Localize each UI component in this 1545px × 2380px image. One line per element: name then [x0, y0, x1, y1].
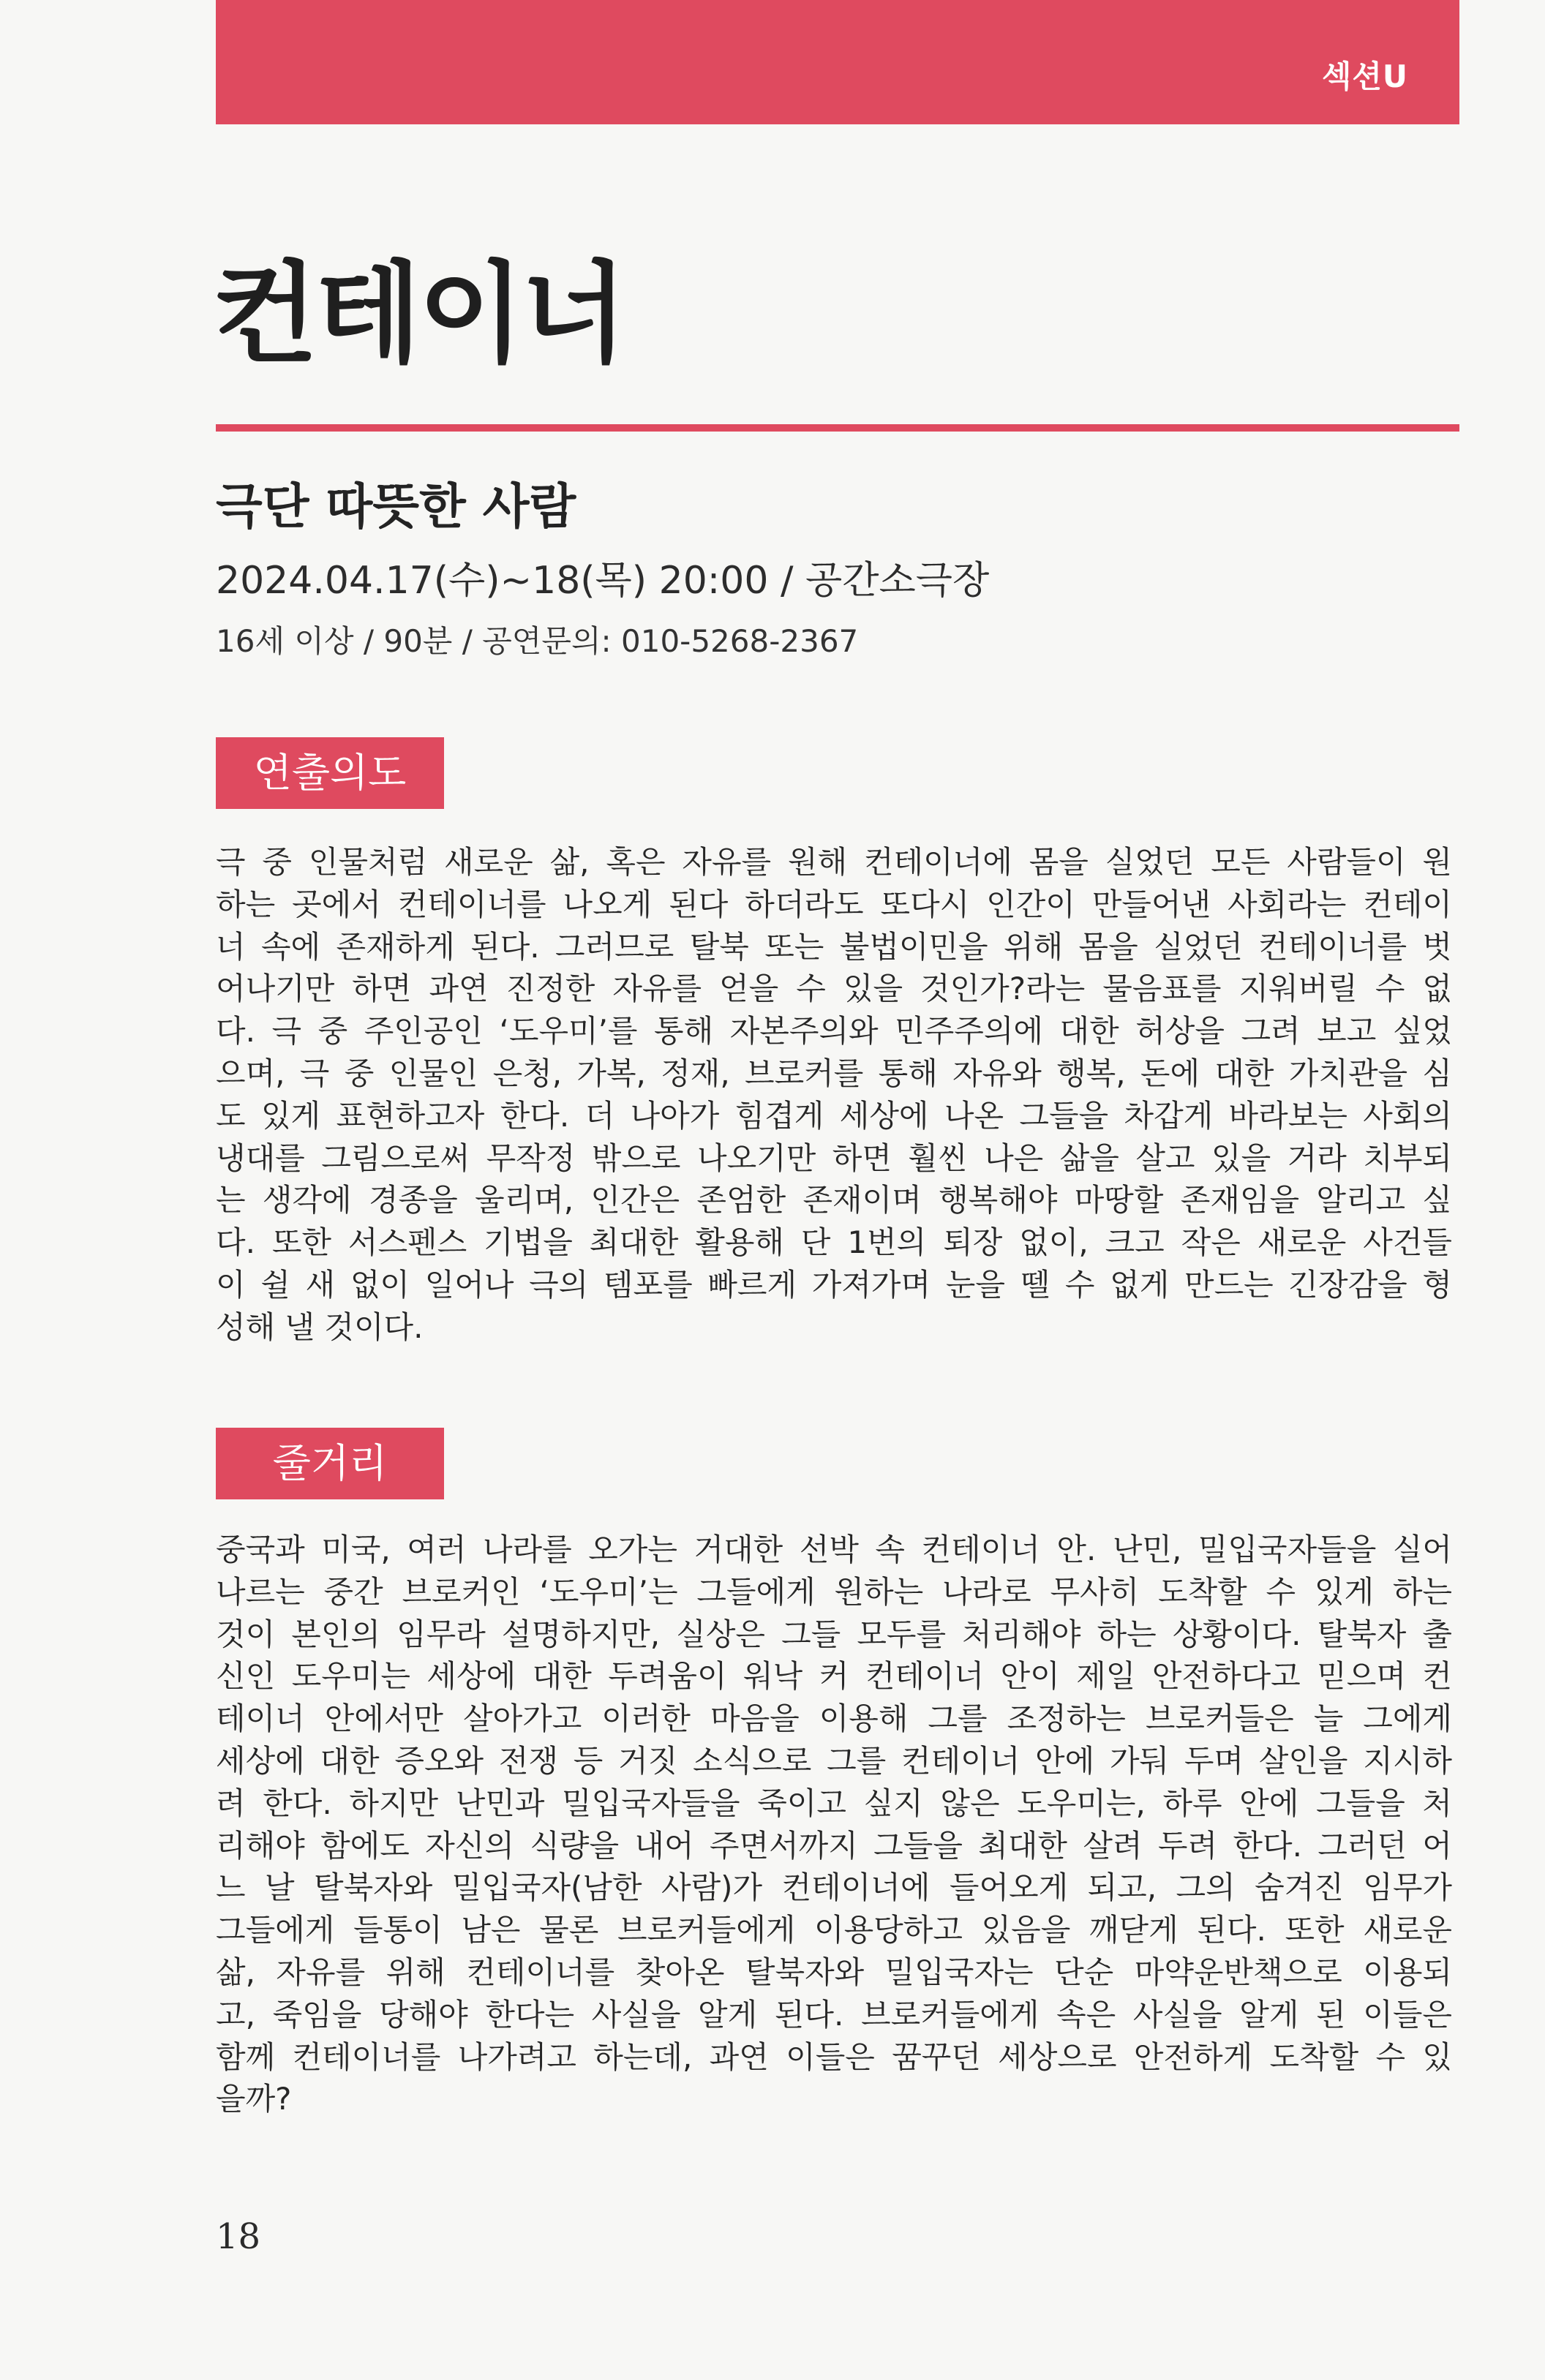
intent-line: 너 속에 존재하게 된다. 그러므로 탈북 또는 불법이민을 위해 몸을 실었던 컨테이너를 벗	[216, 928, 1452, 965]
intent-line: 다. 또한 서스펜스 기법을 최대한 활용해 단 1번의 퇴장 없이, 크고 작은 새로운 사건들	[216, 1224, 1452, 1261]
synopsis-line: 테이너 안에서만 살아가고 이러한 마음을 이용해 그를 조정하는 브로커들은 늘 그에게	[216, 1701, 1452, 1737]
title-divider	[216, 424, 1459, 432]
performance-schedule: 2024.04.17(수)~18(목) 20:00 / 공간소극장	[216, 559, 990, 603]
intent-line: 으며, 극 중 인물인 은청, 가복, 정재, 브로커를 통해 자유와 행복, 돈에 대한 가치관을 심	[216, 1055, 1452, 1091]
intent-line: 하는 곳에서 컨테이너를 나오게 된다 하더라도 또다시 인간이 만들어낸 사회라는 컨테이	[216, 886, 1452, 922]
synopsis-line: 리해야 함에도 자신의 식량을 내어 주면서까지 그들을 최대한 살려 두려 한다. 그러던 어	[216, 1827, 1452, 1864]
synopsis-line: 세상에 대한 증오와 전쟁 등 거짓 소식으로 그를 컨테이너 안에 가둬 두며 살인을 지시하	[216, 1742, 1452, 1779]
synopsis-line: 신인 도우미는 세상에 대한 두려움이 워낙 커 컨테이너 안이 제일 안전하다고 믿으며 컨	[216, 1658, 1452, 1695]
synopsis-line: 나르는 중간 브로커인 ‘도우미’는 그들에게 원하는 나라로 무사히 도착할 수 있게 하는	[216, 1573, 1452, 1610]
intent-line: 극 중 인물처럼 새로운 삶, 혹은 자유를 원해 컨테이너에 몸을 실었던 모든 사람들이 원	[216, 844, 1452, 880]
header-band	[216, 0, 1459, 124]
synopsis-line: 삶, 자유를 위해 컨테이너를 찾아온 탈북자와 밀입국자는 단순 마약운반책으로 이용되	[216, 1954, 1452, 1990]
synopsis-line: 그들에게 들통이 남은 물론 브로커들에게 이용당하고 있음을 깨닫게 된다. 또한 새로운	[216, 1912, 1452, 1948]
synopsis-line: 중국과 미국, 여러 나라를 오가는 거대한 선박 속 컨테이너 안. 난민, 밀입국자들을 실어	[216, 1532, 1452, 1567]
section-tag: 섹션U	[1321, 59, 1408, 94]
synopsis-line: 을까?	[216, 2081, 292, 2117]
director-intent-heading: 연출의도	[216, 737, 444, 809]
intent-line: 이 쉴 새 없이 일어나 극의 템포를 빠르게 가져가며 눈을 뗄 수 없게 만드는 긴장감을 형	[216, 1266, 1452, 1303]
synopsis-heading: 줄거리	[216, 1428, 444, 1499]
synopsis-line: 고, 죽임을 당해야 한다는 사실을 알게 된다. 브로커들에게 속은 사실을 알게 된 이들은	[216, 1996, 1452, 2033]
intent-line: 냉대를 그림으로써 무작정 밖으로 나오기만 하면 훨씬 나은 삶을 살고 있을 거라 치부되	[216, 1140, 1452, 1176]
intent-line: 성해 낼 것이다.	[216, 1308, 424, 1345]
page-number: 18	[216, 2216, 261, 2257]
synopsis-line: 려 한다. 하지만 난민과 밀입국자들을 죽이고 싶지 않은 도우미는, 하루 안에 그들을 처	[216, 1785, 1452, 1821]
theater-company: 극단 따뜻한 사람	[216, 478, 576, 535]
intent-line: 어나기만 하면 과연 진정한 자유를 얻을 수 있을 것인가?라는 물음표를 지워버릴 수 없	[216, 971, 1452, 1007]
synopsis-line: 것이 본인의 임무라 설명하지만, 실상은 그들 모두를 처리해야 하는 상황이다. 탈북자 출	[216, 1616, 1452, 1652]
intent-line: 는 생각에 경종을 울리며, 인간은 존엄한 존재이며 행복해야 마땅할 존재임을 알리고 싶	[216, 1182, 1452, 1219]
synopsis-line: 함께 컨테이너를 나가려고 하는데, 과연 이들은 꿈꾸던 세상으로 안전하게 도착할 수 있	[216, 2038, 1452, 2075]
director-intent-text	[216, 841, 1452, 1349]
synopsis-line: 느 날 탈북자와 밀입국자(남한 사람)가 컨테이너에 들어오게 되고, 그의 숨겨진 임무가	[216, 1869, 1452, 1906]
performance-info: 16세 이상 / 90분 / 공연문의: 010-5268-2367	[216, 623, 859, 659]
intent-line: 다. 극 중 주인공인 ‘도우미’를 통해 자본주의와 민주주의에 대한 허상을 그려 보고 싶었	[216, 1013, 1452, 1050]
play-title: 컨테이너	[212, 251, 625, 378]
synopsis-text	[216, 1529, 1452, 2120]
intent-line: 도 있게 표현하고자 한다. 더 나아가 힘겹게 세상에 나온 그들을 차갑게 바라보는 사회의	[216, 1097, 1452, 1134]
